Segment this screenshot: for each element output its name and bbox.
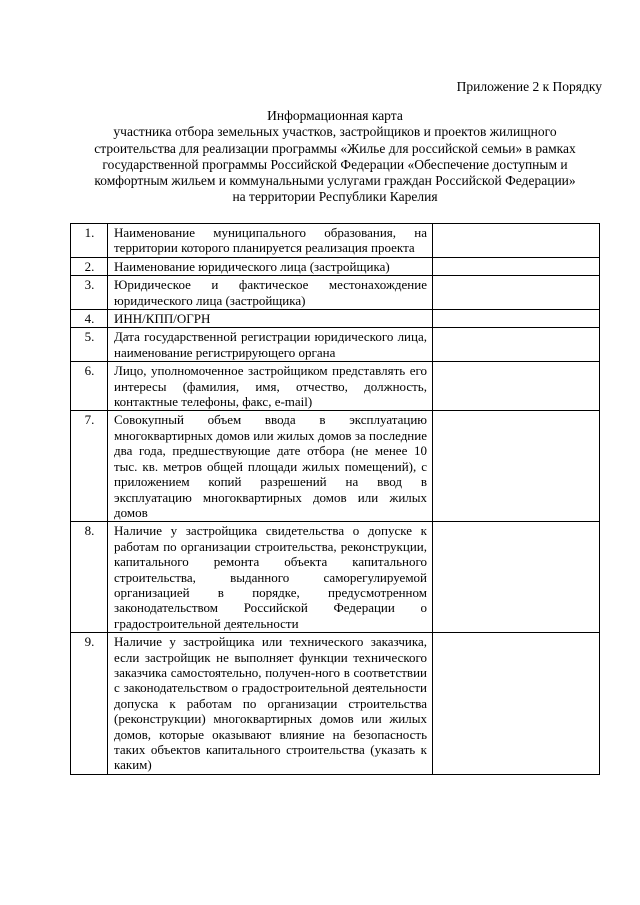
row-description: ИНН/КПП/ОГРН [108,310,433,328]
row-description: Лицо, уполномоченное застройщиком представлять его интересы (фамилия, имя, отчество, должность, контактные телефоны, факс, e-mail) [108,362,433,411]
table-row [71,362,600,411]
title-line: Информационная карта [267,108,403,123]
title-line: государственной программы Российской Федерации «Обеспечение доступным и [102,156,568,172]
document-title [70,108,600,206]
row-value-cell[interactable] [433,522,600,633]
row-value-cell[interactable] [433,328,600,362]
table-row [71,257,600,275]
title-line: участника отбора земельных участков, застройщиков и проектов жилищного [113,124,557,140]
table-row [71,633,600,775]
table-row [71,224,600,258]
row-value-cell[interactable] [433,633,600,775]
table-row [71,328,600,362]
table-row [71,411,600,522]
title-line: на территории Республики Карелия [232,189,438,205]
row-number: 2. [71,257,108,275]
row-description: Совокупный объем ввода в эксплуатацию многоквартирных домов или жилых домов за последние два года, предшествующие дате отбора (не менее 10 тыс. кв. метров общей площади жилых помещений), с приложением копий разрешений на ввод в эксплуатацию многоквартирных домов или жилых домов [108,411,433,522]
row-number: 8. [71,522,108,633]
table-row [71,310,600,328]
table-row [71,276,600,310]
title-line: строительства для реализации программы «Жилье для российской семьи» в рамках [94,140,576,156]
row-value-cell[interactable] [433,224,600,258]
row-value-cell[interactable] [433,276,600,310]
appendix-reference: Приложение 2 к Порядку [456,79,602,94]
table-row [71,522,600,633]
row-value-cell[interactable] [433,257,600,275]
row-description: Юридическое и фактическое местонахождение юридического лица (застройщика) [108,276,433,310]
row-value-cell[interactable] [433,411,600,522]
row-number: 3. [71,276,108,310]
row-description: Наличие у застройщика или технического заказчика, если застройщик не выполняет функции технического заказчика самостоятельно, получен-ного в соответствии с законодательством о градостроительной деятельности допуска к работам по организации строительства (реконструкции) многоквартирных домов или жилых домов, которые оказывают влияние на безопасность таких объектов капитального строительства (указать к каким) [108,633,433,775]
row-value-cell[interactable] [433,310,600,328]
information-card-table [70,223,600,775]
row-number: 1. [71,224,108,258]
row-description: Наличие у застройщика свидетельства о допуске к работам по организации строительства, реконструкции, капитального ремонта объекта капитального строительства, выданного саморегулируемой организацией в порядке, предусмотренном законодательством Российской Федерации о градостроительной деятельности [108,522,433,633]
row-number: 7. [71,411,108,522]
row-number: 6. [71,362,108,411]
row-number: 5. [71,328,108,362]
row-value-cell[interactable] [433,362,600,411]
row-description: Дата государственной регистрации юридического лица, наименование регистрирующего органа [108,328,433,362]
row-number: 4. [71,310,108,328]
row-description: Наименование муниципального образования, на территории которого планируется реализация проекта [108,224,433,258]
title-line: комфортным жильем и коммунальными услугами граждан Российской Федерации» [94,173,576,189]
row-number: 9. [71,633,108,775]
row-description: Наименование юридического лица (застройщика) [108,257,433,275]
